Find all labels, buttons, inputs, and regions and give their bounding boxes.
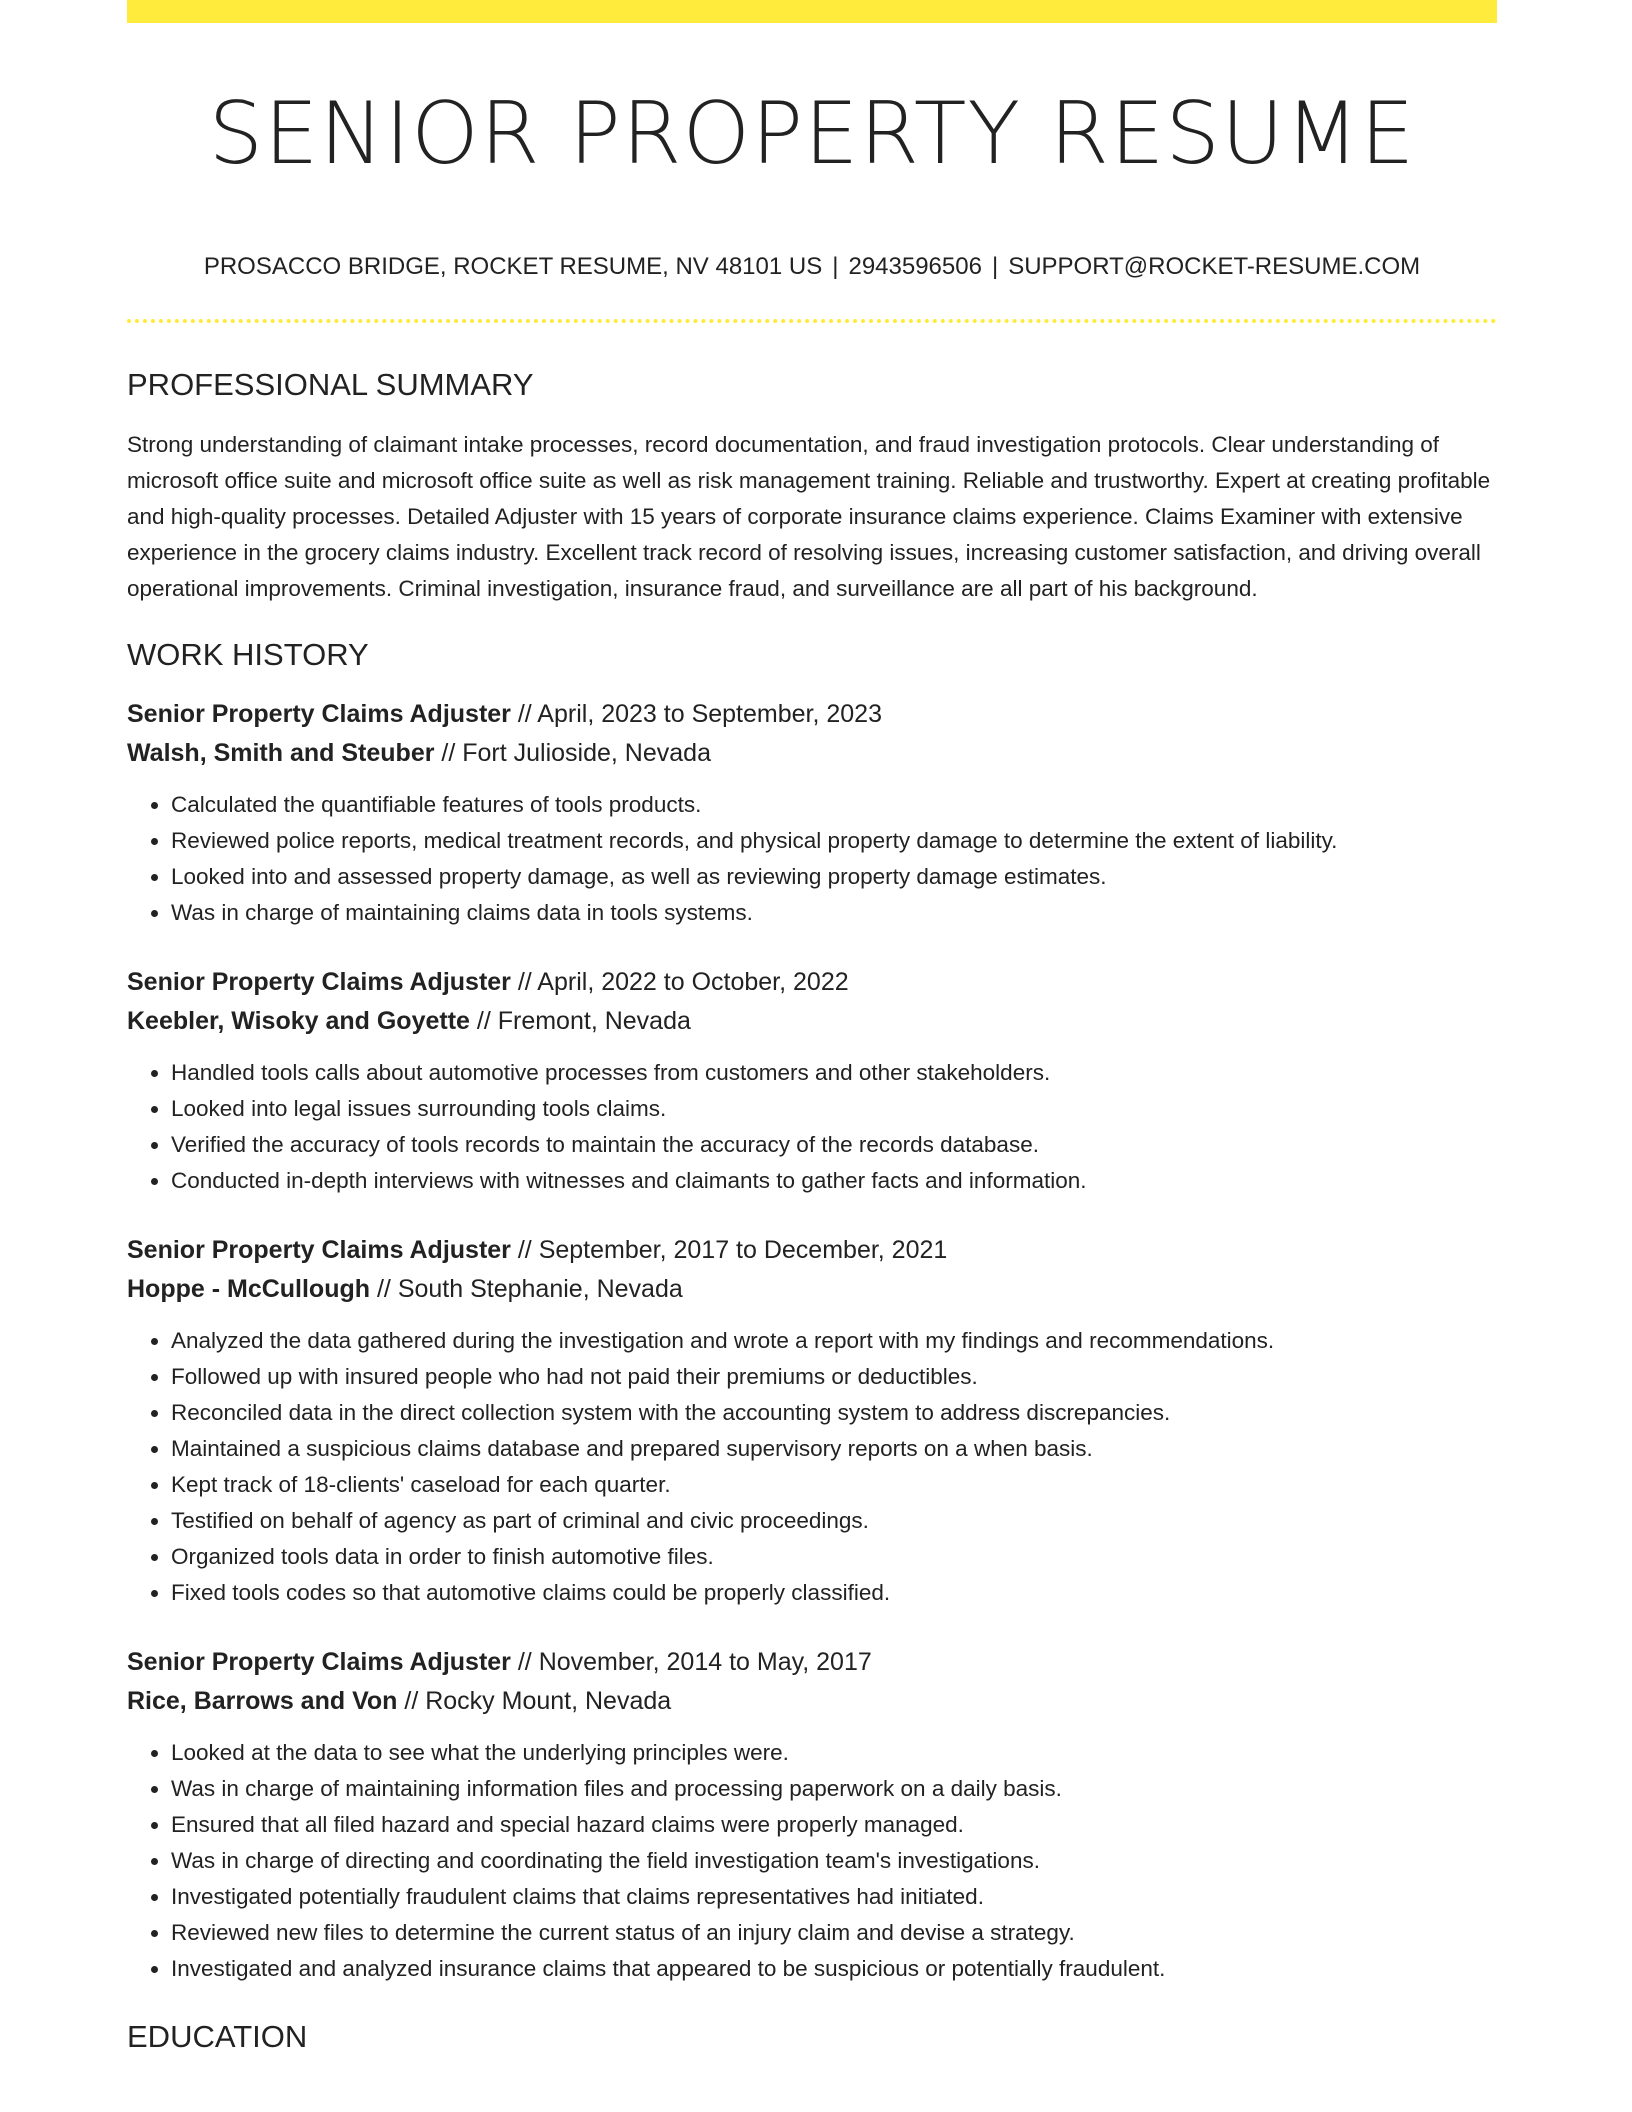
- section-title-education: EDUCATION: [127, 2019, 308, 2054]
- job-duty-item: • Was in charge of maintaining claims data in tools systems.: [171, 895, 1497, 931]
- job-company-line: [127, 1270, 1497, 1309]
- work-history-list: [127, 695, 1497, 1987]
- job-duty-item: • Handled tools calls about automotive processes from customers and other stakeholders.: [171, 1055, 1497, 1091]
- job-entry: [127, 963, 1497, 1199]
- accent-top-bar: [127, 0, 1497, 23]
- job-duty-item: • Reviewed new files to determine the current status of an injury claim and devise a strategy.: [171, 1915, 1497, 1951]
- job-company: Hoppe - McCullough: [127, 1275, 371, 1303]
- contact-phone: 2943596506: [848, 253, 982, 280]
- job-company-line: [127, 1682, 1497, 1721]
- job-title: Senior Property Claims Adjuster: [127, 1648, 511, 1676]
- job-dates: // April, 2022 to October, 2022: [510, 968, 849, 996]
- job-entry: [127, 695, 1497, 931]
- job-title-line: [127, 695, 1497, 734]
- job-dates: // September, 2017 to December, 2021: [510, 1236, 948, 1264]
- job-duty-item: • Looked at the data to see what the underlying principles were.: [171, 1735, 1497, 1771]
- job-duty-item: • Analyzed the data gathered during the investigation and wrote a report with my findings and recommendations.: [171, 1323, 1497, 1359]
- contact-address: PROSACCO BRIDGE, ROCKET RESUME, NV 48101 US: [203, 253, 823, 280]
- job-company: Rice, Barrows and Von: [127, 1687, 398, 1715]
- job-dates: // November, 2014 to May, 2017: [510, 1648, 872, 1676]
- job-duties-list: [127, 1323, 1497, 1611]
- job-location: // Rocky Mount, Nevada: [397, 1687, 672, 1715]
- job-duty-item: • Kept track of 18-clients' caseload for each quarter.: [171, 1467, 1497, 1503]
- job-duty-item: • Was in charge of maintaining information files and processing paperwork on a daily basis.: [171, 1771, 1497, 1807]
- job-title: Senior Property Claims Adjuster: [127, 700, 511, 728]
- job-duty-item: • Investigated potentially fraudulent claims that claims representatives had initiated.: [171, 1879, 1497, 1915]
- job-dates: // April, 2023 to September, 2023: [510, 700, 882, 728]
- resume-page: [127, 0, 1497, 2055]
- job-company: Walsh, Smith and Steuber: [127, 739, 435, 767]
- dotted-divider: [127, 319, 1497, 323]
- contact-separator: |: [991, 253, 999, 280]
- job-title-line: [127, 963, 1497, 1002]
- job-duty-item: • Investigated and analyzed insurance claims that appeared to be suspicious or potentially fraudulent.: [171, 1951, 1497, 1987]
- section-title-summary: PROFESSIONAL SUMMARY: [127, 367, 534, 402]
- job-duty-item: • Maintained a suspicious claims database and prepared supervisory reports on a when basis.: [171, 1431, 1497, 1467]
- section-title-work-history: WORK HISTORY: [127, 637, 369, 672]
- job-title: Senior Property Claims Adjuster: [127, 968, 511, 996]
- job-duty-item: • Fixed tools codes so that automotive claims could be properly classified.: [171, 1575, 1497, 1611]
- job-duties-list: [127, 1735, 1497, 1987]
- job-location: // Fort Julioside, Nevada: [434, 739, 711, 767]
- job-location: // South Stephanie, Nevada: [370, 1275, 683, 1303]
- job-duties-list: [127, 787, 1497, 931]
- resume-title: SENIOR PROPERTY RESUME: [208, 84, 1416, 184]
- job-title-line: [127, 1231, 1497, 1270]
- job-location: // Fremont, Nevada: [469, 1007, 691, 1035]
- job-duty-item: • Verified the accuracy of tools records to maintain the accuracy of the records database.: [171, 1127, 1497, 1163]
- job-duties-list: [127, 1055, 1497, 1199]
- job-company-line: [127, 1002, 1497, 1041]
- job-duty-item: • Organized tools data in order to finish automotive files.: [171, 1539, 1497, 1575]
- job-duty-item: • Reviewed police reports, medical treatment records, and physical property damage to determine the extent of liability.: [171, 823, 1497, 859]
- job-entry: [127, 1231, 1497, 1611]
- job-duty-item: • Testified on behalf of agency as part of criminal and civic proceedings.: [171, 1503, 1497, 1539]
- job-duty-item: • Was in charge of directing and coordinating the field investigation team's investigations.: [171, 1843, 1497, 1879]
- job-company: Keebler, Wisoky and Goyette: [127, 1007, 470, 1035]
- job-duty-item: • Reconciled data in the direct collection system with the accounting system to address discrepancies.: [171, 1395, 1497, 1431]
- job-duty-item: • Calculated the quantifiable features of tools products.: [171, 787, 1497, 823]
- job-entry: [127, 1643, 1497, 1987]
- contact-separator: |: [832, 253, 839, 280]
- job-title-line: [127, 1643, 1497, 1682]
- job-duty-item: • Ensured that all filed hazard and special hazard claims were properly managed.: [171, 1807, 1497, 1843]
- contact-line: [127, 252, 1497, 282]
- job-title: Senior Property Claims Adjuster: [127, 1236, 511, 1264]
- job-duty-item: • Conducted in-depth interviews with witnesses and claimants to gather facts and information.: [171, 1163, 1497, 1199]
- job-duty-item: • Looked into and assessed property damage, as well as reviewing property damage estimates.: [171, 859, 1497, 895]
- summary-text: Strong understanding of claimant intake processes, record documentation, and fraud investigation protocols. Clear understanding of microsoft office suite and microsoft office suite as well as risk management training. Reliable and trustworthy. Expert at creating profitable and high-quality processes. Detailed Adjuster with 15 years of corporate insurance claims experience. Claims Examiner with extensive experience in the grocery claims industry. Excellent track record of resolving issues, increasing customer satisfaction, and driving overall operational improvements. Criminal investigation, insurance fraud, and surveillance are all part of his background.: [127, 432, 1491, 601]
- job-duty-item: • Looked into legal issues surrounding tools claims.: [171, 1091, 1497, 1127]
- job-duty-item: • Followed up with insured people who had not paid their premiums or deductibles.: [171, 1359, 1497, 1395]
- job-company-line: [127, 734, 1497, 773]
- contact-email: SUPPORT@ROCKET-RESUME.COM: [1008, 253, 1421, 280]
